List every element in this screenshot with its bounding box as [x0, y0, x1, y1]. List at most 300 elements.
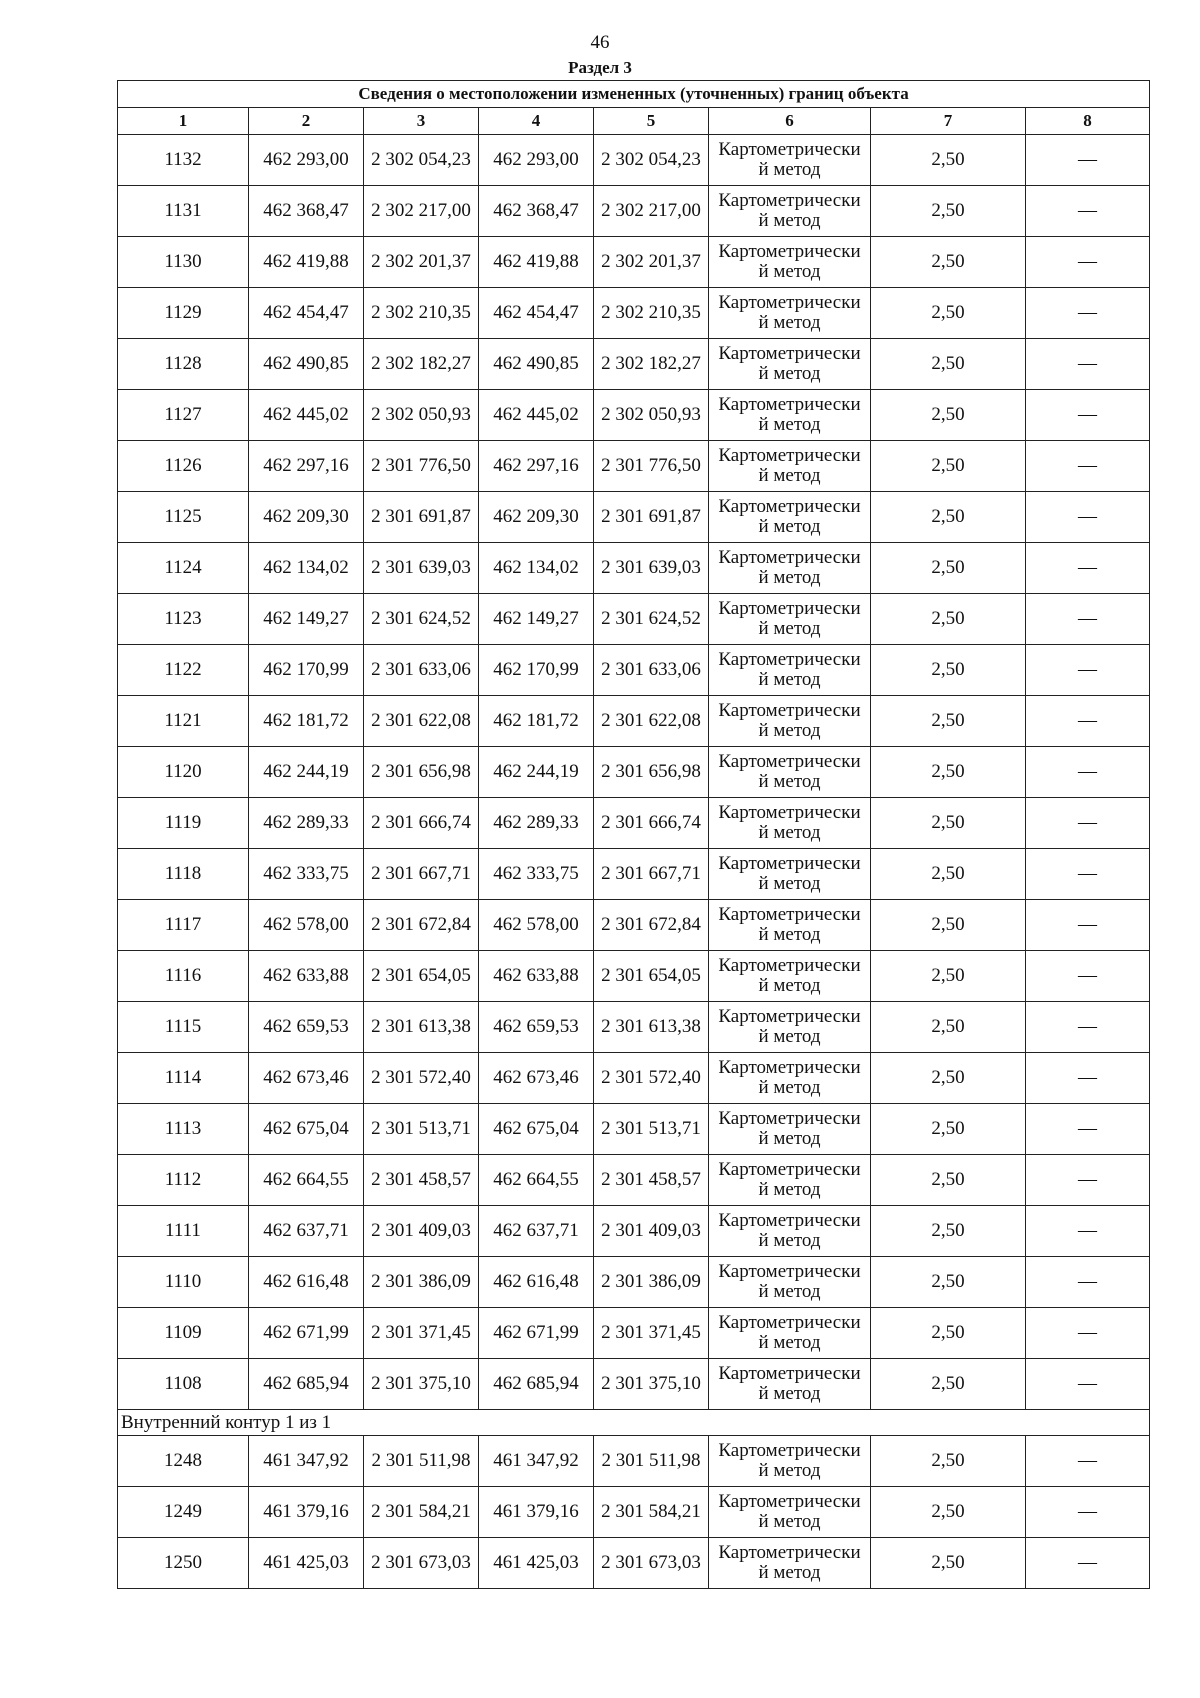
point-number-cell: 1110 — [118, 1257, 249, 1308]
point-number-cell: 1108 — [118, 1359, 249, 1410]
coord-y-cell: 2 301 511,98 — [364, 1436, 479, 1487]
description-cell: — — [1026, 1487, 1150, 1538]
coord-x-cell: 462 333,75 — [249, 849, 364, 900]
table-row — [118, 1436, 1150, 1487]
table-row — [118, 951, 1150, 1002]
method-line: Картометрически — [718, 700, 861, 721]
method-line: й метод — [758, 312, 821, 333]
coord-y-cell: 2 301 513,71 — [364, 1104, 479, 1155]
accuracy-cell: 2,50 — [871, 1436, 1026, 1487]
description-cell: — — [1026, 849, 1150, 900]
column-number: 6 — [709, 108, 871, 135]
coord-y-refined-cell: 2 301 513,71 — [594, 1104, 709, 1155]
method-line: Картометрически — [718, 343, 861, 364]
point-number-cell: 1114 — [118, 1053, 249, 1104]
method-cell — [709, 849, 871, 900]
table-body — [118, 81, 1150, 1589]
coord-y-cell: 2 301 584,21 — [364, 1487, 479, 1538]
method-line: й метод — [758, 669, 821, 690]
coord-x-refined-cell: 462 170,99 — [479, 645, 594, 696]
coord-y-refined-cell: 2 301 673,03 — [594, 1538, 709, 1589]
table-row — [118, 237, 1150, 288]
description-cell: — — [1026, 1538, 1150, 1589]
description-cell: — — [1026, 1155, 1150, 1206]
coord-y-refined-cell: 2 302 217,00 — [594, 186, 709, 237]
method-cell — [709, 288, 871, 339]
method-cell — [709, 390, 871, 441]
table-row — [118, 696, 1150, 747]
coord-y-refined-cell: 2 301 458,57 — [594, 1155, 709, 1206]
table-row — [118, 543, 1150, 594]
coord-x-cell: 462 659,53 — [249, 1002, 364, 1053]
coord-y-refined-cell: 2 301 667,71 — [594, 849, 709, 900]
accuracy-cell: 2,50 — [871, 288, 1026, 339]
method-cell — [709, 900, 871, 951]
method-line: й метод — [758, 1460, 821, 1481]
method-cell — [709, 1487, 871, 1538]
description-cell: — — [1026, 1206, 1150, 1257]
coord-x-refined-cell: 462 671,99 — [479, 1308, 594, 1359]
coord-y-refined-cell: 2 301 511,98 — [594, 1436, 709, 1487]
coord-x-refined-cell: 462 633,88 — [479, 951, 594, 1002]
coord-x-cell: 462 445,02 — [249, 390, 364, 441]
method-line: Картометрически — [718, 1491, 861, 1512]
table-caption: Сведения о местоположении измененных (уточненных) границ объекта — [118, 81, 1150, 108]
coord-y-refined-cell: 2 301 691,87 — [594, 492, 709, 543]
method-line: й метод — [758, 822, 821, 843]
coord-x-refined-cell: 462 445,02 — [479, 390, 594, 441]
accuracy-cell: 2,50 — [871, 594, 1026, 645]
method-line: Картометрически — [718, 751, 861, 772]
column-number-row — [118, 108, 1150, 135]
coord-x-refined-cell: 462 454,47 — [479, 288, 594, 339]
method-line: й метод — [758, 363, 821, 384]
coord-y-refined-cell: 2 301 633,06 — [594, 645, 709, 696]
description-cell: — — [1026, 645, 1150, 696]
accuracy-cell: 2,50 — [871, 1257, 1026, 1308]
coord-x-cell: 462 454,47 — [249, 288, 364, 339]
table-row — [118, 1308, 1150, 1359]
coord-y-cell: 2 301 622,08 — [364, 696, 479, 747]
table-row — [118, 849, 1150, 900]
method-line: й метод — [758, 618, 821, 639]
method-line: Картометрически — [718, 547, 861, 568]
contour-label: Внутренний контур 1 из 1 — [118, 1410, 1150, 1436]
method-line: й метод — [758, 720, 821, 741]
coord-y-refined-cell: 2 301 672,84 — [594, 900, 709, 951]
method-cell — [709, 492, 871, 543]
coord-y-cell: 2 301 375,10 — [364, 1359, 479, 1410]
method-line: Картометрически — [718, 598, 861, 619]
table-row — [118, 798, 1150, 849]
method-cell — [709, 1538, 871, 1589]
table-row — [118, 1104, 1150, 1155]
description-cell: — — [1026, 288, 1150, 339]
table-row — [118, 135, 1150, 186]
coord-y-cell: 2 301 672,84 — [364, 900, 479, 951]
coord-y-cell: 2 301 639,03 — [364, 543, 479, 594]
method-line: Картометрически — [718, 445, 861, 466]
coord-x-cell: 461 347,92 — [249, 1436, 364, 1487]
description-cell: — — [1026, 543, 1150, 594]
coord-y-cell: 2 301 656,98 — [364, 747, 479, 798]
method-cell — [709, 747, 871, 798]
method-line: й метод — [758, 771, 821, 792]
coord-y-refined-cell: 2 301 386,09 — [594, 1257, 709, 1308]
method-cell — [709, 1308, 871, 1359]
point-number-cell: 1126 — [118, 441, 249, 492]
coord-y-cell: 2 302 217,00 — [364, 186, 479, 237]
coord-x-refined-cell: 461 425,03 — [479, 1538, 594, 1589]
coord-y-refined-cell: 2 301 656,98 — [594, 747, 709, 798]
method-cell — [709, 1206, 871, 1257]
coord-y-cell: 2 301 633,06 — [364, 645, 479, 696]
method-line: й метод — [758, 1128, 821, 1149]
coord-y-cell: 2 301 776,50 — [364, 441, 479, 492]
method-cell — [709, 1002, 871, 1053]
table-row — [118, 747, 1150, 798]
description-cell: — — [1026, 441, 1150, 492]
method-line: Картометрически — [718, 292, 861, 313]
point-number-cell: 1120 — [118, 747, 249, 798]
coord-x-refined-cell: 462 368,47 — [479, 186, 594, 237]
coord-y-refined-cell: 2 301 654,05 — [594, 951, 709, 1002]
table-row — [118, 1155, 1150, 1206]
accuracy-cell: 2,50 — [871, 237, 1026, 288]
method-line: й метод — [758, 1281, 821, 1302]
coord-x-cell: 462 637,71 — [249, 1206, 364, 1257]
accuracy-cell: 2,50 — [871, 1053, 1026, 1104]
coord-x-refined-cell: 462 244,19 — [479, 747, 594, 798]
point-number-cell: 1132 — [118, 135, 249, 186]
accuracy-cell: 2,50 — [871, 135, 1026, 186]
coordinates-table — [117, 80, 1150, 1589]
method-cell — [709, 696, 871, 747]
method-line: Картометрически — [718, 1057, 861, 1078]
point-number-cell: 1127 — [118, 390, 249, 441]
method-cell — [709, 543, 871, 594]
description-cell: — — [1026, 390, 1150, 441]
coord-x-refined-cell: 462 673,46 — [479, 1053, 594, 1104]
coord-x-cell: 462 368,47 — [249, 186, 364, 237]
coord-y-cell: 2 301 572,40 — [364, 1053, 479, 1104]
table-row — [118, 339, 1150, 390]
accuracy-cell: 2,50 — [871, 441, 1026, 492]
coord-x-refined-cell: 462 297,16 — [479, 441, 594, 492]
coord-x-refined-cell: 462 149,27 — [479, 594, 594, 645]
coord-x-cell: 462 297,16 — [249, 441, 364, 492]
point-number-cell: 1115 — [118, 1002, 249, 1053]
method-line: й метод — [758, 261, 821, 282]
coord-x-cell: 462 578,00 — [249, 900, 364, 951]
method-line: Картометрически — [718, 1440, 861, 1461]
description-cell: — — [1026, 747, 1150, 798]
point-number-cell: 1250 — [118, 1538, 249, 1589]
accuracy-cell: 2,50 — [871, 1206, 1026, 1257]
coord-x-cell: 462 490,85 — [249, 339, 364, 390]
coord-x-refined-cell: 462 490,85 — [479, 339, 594, 390]
point-number-cell: 1118 — [118, 849, 249, 900]
coord-y-cell: 2 301 371,45 — [364, 1308, 479, 1359]
point-number-cell: 1122 — [118, 645, 249, 696]
method-cell — [709, 1155, 871, 1206]
table-row — [118, 645, 1150, 696]
accuracy-cell: 2,50 — [871, 1002, 1026, 1053]
coord-x-cell: 462 293,00 — [249, 135, 364, 186]
column-number: 4 — [479, 108, 594, 135]
accuracy-cell: 2,50 — [871, 1359, 1026, 1410]
coord-x-cell: 462 616,48 — [249, 1257, 364, 1308]
method-line: й метод — [758, 1077, 821, 1098]
description-cell: — — [1026, 594, 1150, 645]
coord-y-refined-cell: 2 302 210,35 — [594, 288, 709, 339]
point-number-cell: 1112 — [118, 1155, 249, 1206]
coord-y-cell: 2 301 691,87 — [364, 492, 479, 543]
coord-x-refined-cell: 462 333,75 — [479, 849, 594, 900]
coord-y-cell: 2 301 667,71 — [364, 849, 479, 900]
method-line: Картометрически — [718, 241, 861, 262]
point-number-cell: 1131 — [118, 186, 249, 237]
coord-x-cell: 461 425,03 — [249, 1538, 364, 1589]
method-cell — [709, 1257, 871, 1308]
method-line: й метод — [758, 975, 821, 996]
description-cell: — — [1026, 237, 1150, 288]
accuracy-cell: 2,50 — [871, 492, 1026, 543]
accuracy-cell: 2,50 — [871, 645, 1026, 696]
method-cell — [709, 1359, 871, 1410]
table-row — [118, 390, 1150, 441]
section-title: Раздел 3 — [568, 58, 632, 77]
description-cell: — — [1026, 1359, 1150, 1410]
coord-y-refined-cell: 2 302 054,23 — [594, 135, 709, 186]
coord-x-cell: 462 181,72 — [249, 696, 364, 747]
method-line: й метод — [758, 1332, 821, 1353]
accuracy-cell: 2,50 — [871, 1104, 1026, 1155]
coord-y-cell: 2 301 613,38 — [364, 1002, 479, 1053]
coord-y-cell: 2 302 201,37 — [364, 237, 479, 288]
method-line: Картометрически — [718, 1108, 861, 1129]
coord-x-refined-cell: 462 616,48 — [479, 1257, 594, 1308]
point-number-cell: 1129 — [118, 288, 249, 339]
table-row — [118, 1487, 1150, 1538]
coord-x-refined-cell: 462 675,04 — [479, 1104, 594, 1155]
column-number: 7 — [871, 108, 1026, 135]
coord-x-refined-cell: 461 347,92 — [479, 1436, 594, 1487]
description-cell: — — [1026, 1104, 1150, 1155]
coord-y-refined-cell: 2 301 375,10 — [594, 1359, 709, 1410]
table-row — [118, 900, 1150, 951]
description-cell: — — [1026, 900, 1150, 951]
coord-x-cell: 462 134,02 — [249, 543, 364, 594]
accuracy-cell: 2,50 — [871, 747, 1026, 798]
accuracy-cell: 2,50 — [871, 1538, 1026, 1589]
table-row — [118, 1359, 1150, 1410]
table-row — [118, 186, 1150, 237]
accuracy-cell: 2,50 — [871, 1487, 1026, 1538]
method-line: й метод — [758, 159, 821, 180]
coord-x-refined-cell: 462 181,72 — [479, 696, 594, 747]
table-row — [118, 1257, 1150, 1308]
column-number: 2 — [249, 108, 364, 135]
method-cell — [709, 951, 871, 1002]
description-cell: — — [1026, 798, 1150, 849]
point-number-cell: 1124 — [118, 543, 249, 594]
coord-y-refined-cell: 2 301 371,45 — [594, 1308, 709, 1359]
method-line: Картометрически — [718, 394, 861, 415]
method-line: й метод — [758, 414, 821, 435]
table-row — [118, 492, 1150, 543]
coord-x-cell: 462 244,19 — [249, 747, 364, 798]
coord-y-refined-cell: 2 301 776,50 — [594, 441, 709, 492]
table-row — [118, 1053, 1150, 1104]
method-line: Картометрически — [718, 1312, 861, 1333]
column-number: 1 — [118, 108, 249, 135]
coord-x-refined-cell: 462 637,71 — [479, 1206, 594, 1257]
accuracy-cell: 2,50 — [871, 1155, 1026, 1206]
contour-row — [118, 1410, 1150, 1436]
method-line: Картометрически — [718, 139, 861, 160]
description-cell: — — [1026, 186, 1150, 237]
coord-y-refined-cell: 2 301 639,03 — [594, 543, 709, 594]
coord-x-refined-cell: 461 379,16 — [479, 1487, 594, 1538]
description-cell: — — [1026, 1436, 1150, 1487]
description-cell: — — [1026, 696, 1150, 747]
coord-y-cell: 2 301 673,03 — [364, 1538, 479, 1589]
method-line: Картометрически — [718, 1210, 861, 1231]
coord-x-cell: 462 149,27 — [249, 594, 364, 645]
coord-x-cell: 462 209,30 — [249, 492, 364, 543]
coord-y-cell: 2 301 654,05 — [364, 951, 479, 1002]
description-cell: — — [1026, 1002, 1150, 1053]
method-line: Картометрически — [718, 904, 861, 925]
column-number: 8 — [1026, 108, 1150, 135]
method-cell — [709, 441, 871, 492]
method-cell — [709, 186, 871, 237]
method-cell — [709, 645, 871, 696]
table-caption-row — [118, 81, 1150, 108]
method-cell — [709, 1053, 871, 1104]
method-line: й метод — [758, 567, 821, 588]
coord-y-cell: 2 302 054,23 — [364, 135, 479, 186]
table-row — [118, 288, 1150, 339]
point-number-cell: 1117 — [118, 900, 249, 951]
method-cell — [709, 1104, 871, 1155]
method-line: Картометрически — [718, 1006, 861, 1027]
method-line: й метод — [758, 516, 821, 537]
accuracy-cell: 2,50 — [871, 849, 1026, 900]
point-number-cell: 1128 — [118, 339, 249, 390]
coord-x-refined-cell: 462 685,94 — [479, 1359, 594, 1410]
point-number-cell: 1109 — [118, 1308, 249, 1359]
coord-x-cell: 462 673,46 — [249, 1053, 364, 1104]
accuracy-cell: 2,50 — [871, 951, 1026, 1002]
method-cell — [709, 594, 871, 645]
accuracy-cell: 2,50 — [871, 696, 1026, 747]
accuracy-cell: 2,50 — [871, 798, 1026, 849]
method-line: й метод — [758, 465, 821, 486]
method-cell — [709, 798, 871, 849]
coord-x-cell: 462 675,04 — [249, 1104, 364, 1155]
accuracy-cell: 2,50 — [871, 186, 1026, 237]
point-number-cell: 1111 — [118, 1206, 249, 1257]
coord-x-refined-cell: 462 134,02 — [479, 543, 594, 594]
coord-x-cell: 462 289,33 — [249, 798, 364, 849]
table-row — [118, 594, 1150, 645]
description-cell: — — [1026, 135, 1150, 186]
description-cell: — — [1026, 951, 1150, 1002]
coord-y-cell: 2 302 182,27 — [364, 339, 479, 390]
method-cell — [709, 339, 871, 390]
method-cell — [709, 237, 871, 288]
method-line: й метод — [758, 1511, 821, 1532]
coord-x-cell: 462 419,88 — [249, 237, 364, 288]
coord-x-cell: 462 664,55 — [249, 1155, 364, 1206]
coord-y-refined-cell: 2 301 624,52 — [594, 594, 709, 645]
accuracy-cell: 2,50 — [871, 390, 1026, 441]
description-cell: — — [1026, 1308, 1150, 1359]
method-line: й метод — [758, 1026, 821, 1047]
method-line: й метод — [758, 210, 821, 231]
point-number-cell: 1119 — [118, 798, 249, 849]
method-line: Картометрически — [718, 1363, 861, 1384]
column-number: 3 — [364, 108, 479, 135]
coord-y-refined-cell: 2 302 182,27 — [594, 339, 709, 390]
table-row — [118, 1002, 1150, 1053]
point-number-cell: 1121 — [118, 696, 249, 747]
coord-x-refined-cell: 462 293,00 — [479, 135, 594, 186]
accuracy-cell: 2,50 — [871, 1308, 1026, 1359]
coord-y-refined-cell: 2 301 613,38 — [594, 1002, 709, 1053]
coord-x-refined-cell: 462 419,88 — [479, 237, 594, 288]
page-number: 46 — [590, 32, 610, 53]
method-line: й метод — [758, 1230, 821, 1251]
coord-y-cell: 2 301 666,74 — [364, 798, 479, 849]
coord-y-cell: 2 301 409,03 — [364, 1206, 479, 1257]
point-number-cell: 1113 — [118, 1104, 249, 1155]
point-number-cell: 1248 — [118, 1436, 249, 1487]
coord-x-cell: 462 633,88 — [249, 951, 364, 1002]
coord-y-cell: 2 301 386,09 — [364, 1257, 479, 1308]
method-line: Картометрически — [718, 955, 861, 976]
coord-x-refined-cell: 462 289,33 — [479, 798, 594, 849]
method-line: Картометрически — [718, 802, 861, 823]
coord-y-refined-cell: 2 302 050,93 — [594, 390, 709, 441]
description-cell: — — [1026, 1257, 1150, 1308]
table-row — [118, 1206, 1150, 1257]
table-row — [118, 441, 1150, 492]
coord-y-refined-cell: 2 302 201,37 — [594, 237, 709, 288]
coord-x-refined-cell: 462 664,55 — [479, 1155, 594, 1206]
point-number-cell: 1249 — [118, 1487, 249, 1538]
method-line: Картометрически — [718, 853, 861, 874]
method-line: й метод — [758, 1179, 821, 1200]
coord-y-refined-cell: 2 301 572,40 — [594, 1053, 709, 1104]
coord-x-refined-cell: 462 659,53 — [479, 1002, 594, 1053]
coord-y-cell: 2 301 624,52 — [364, 594, 479, 645]
method-line: й метод — [758, 924, 821, 945]
coord-x-refined-cell: 462 209,30 — [479, 492, 594, 543]
coord-x-cell: 462 671,99 — [249, 1308, 364, 1359]
accuracy-cell: 2,50 — [871, 900, 1026, 951]
method-line: Картометрически — [718, 496, 861, 517]
point-number-cell: 1130 — [118, 237, 249, 288]
coord-y-refined-cell: 2 301 409,03 — [594, 1206, 709, 1257]
column-number: 5 — [594, 108, 709, 135]
coord-y-refined-cell: 2 301 666,74 — [594, 798, 709, 849]
method-line: Картометрически — [718, 1159, 861, 1180]
method-line: Картометрически — [718, 649, 861, 670]
description-cell: — — [1026, 492, 1150, 543]
